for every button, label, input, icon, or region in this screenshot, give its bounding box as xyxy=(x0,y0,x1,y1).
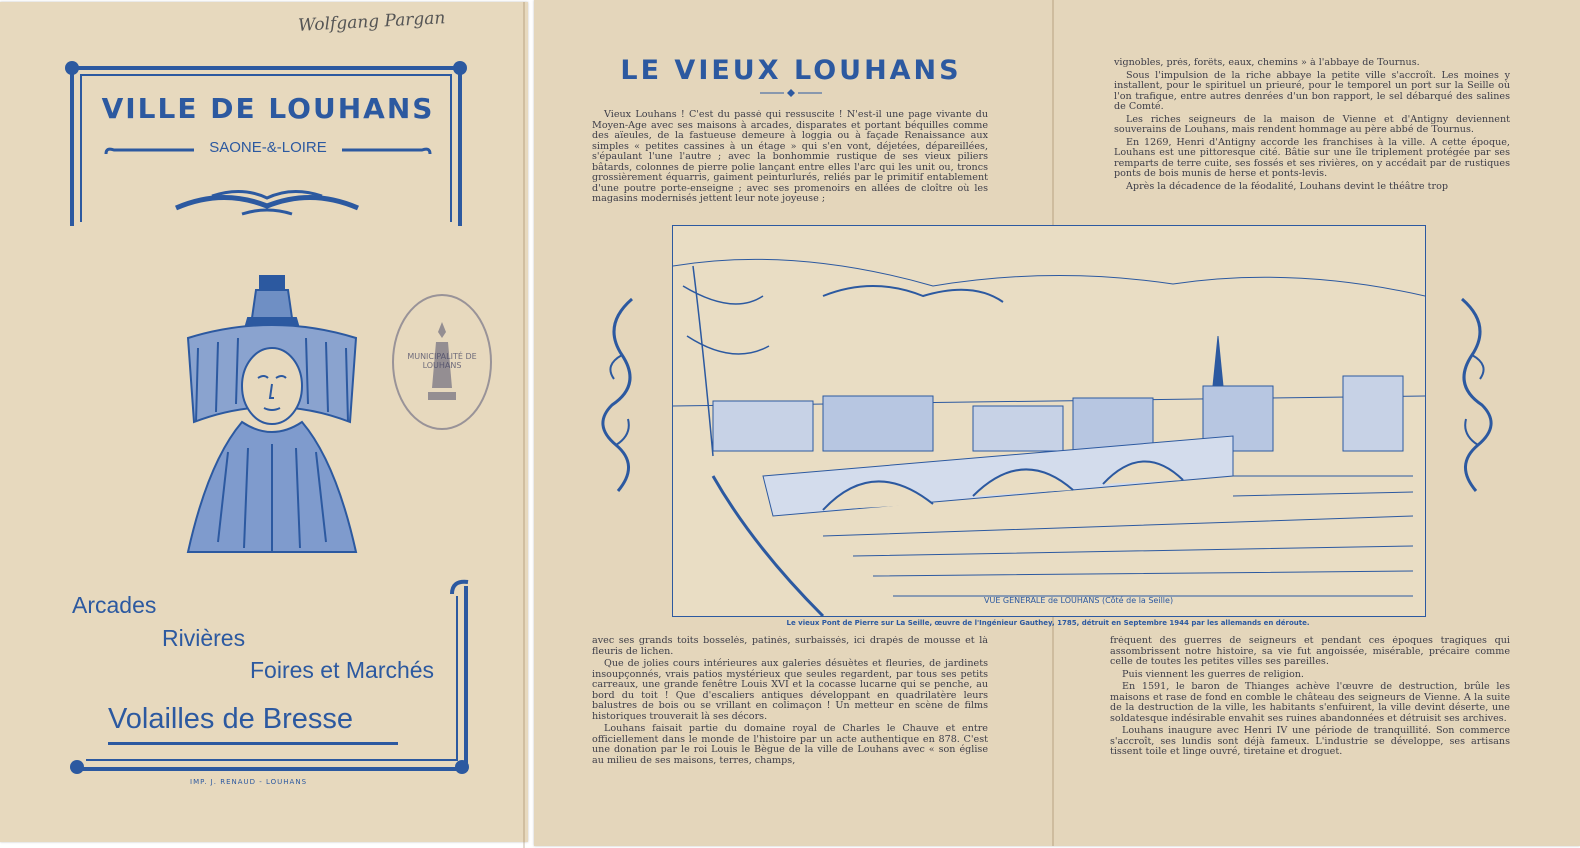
tagline-arcades: Arcades xyxy=(72,592,157,618)
paragraph: Sous l'impulsion de la riche abbaye la petite ville s'accroît. Les moines y installent, pour le spirituel un prieuré, pour le temporel un port sur la Seille où l'on trafique, entre autres denrées d'un bon rapport, le sel débarqué des salines de Comté. xyxy=(1114,69,1510,112)
municipal-stamp xyxy=(392,294,492,430)
paragraph: Que de jolies cours intérieures aux galeries désuètes et fleuries, de jardinets insoupçonnés, vrais patios mystérieux que seules regardent, par tous ses petits carreaux, une grande fenêtre Louis XVI et la cocasse lucarne qui se penche, au bord du toit ! Que d'escaliers antiques développant en quadrilatère leurs balustres de bois ou se vrillant en colimaçon ! Un metteur en scène de films historiques trouverait là ses décors. xyxy=(592,658,988,722)
right-scroll-ornament-icon xyxy=(1450,295,1502,495)
paragraph: avec ses grands toits bosselés, patinés, surbaissés, ici drapés de mousse et là fleuris de lichen. xyxy=(592,636,988,657)
title-divider-icon xyxy=(760,88,822,98)
right-flourish-icon xyxy=(340,146,432,156)
engraving-label: VUE GÉNÉRALE de LOUHANS (Côté de la Seille) xyxy=(984,596,1174,605)
stamp-text: MUNICIPALITÉ DE LOUHANS xyxy=(407,352,477,370)
tagline-foires: Foires et Marchés xyxy=(250,657,435,683)
ornament-waves-icon xyxy=(172,184,362,218)
cover-subtitle: SAONE-&-LOIRE xyxy=(209,139,327,156)
paragraph: vignobles, prés, forêts, eaux, chemins » à l'abbaye de Tournus. xyxy=(1114,58,1420,68)
paragraph: En 1591, le baron de Thianges achève l'œuvre de destruction, brûle les maisons et rase de fond en comble le château des seigneurs de Vienne. A la suite de la destruction de la ville, les habitants s'enfuirent, la ville devint déserte, une soldatesque indésirable envahit ses ruines abandonnées et détruisit ses archives. xyxy=(1110,681,1510,724)
paragraph: fréquent des guerres de seigneurs et pendant ces époques tragiques qui assombrissent notre histoire, sa vie fut angoissée, misérable, précaire comme celle de toutes les petites villes ses pareilles. xyxy=(1110,636,1510,667)
article-title: LE VIEUX LOUHANS xyxy=(620,55,962,86)
louhans-bridge-engraving xyxy=(672,225,1426,617)
article-column-right-bottom xyxy=(1110,636,1510,784)
paragraph: Louhans inaugure avec Henri IV une période de tranquillité. Son commerce s'accroît, ses lundis sont déjà fameux. L'industrie se développe, ses artisans tissent toile et linge ouvré, tiretaine et droguet. xyxy=(1110,725,1510,757)
paragraph: En 1269, Henri d'Antigny accorde les franchises à la ville. A cette époque, Louhans est une pittoresque cité. Bâtie sur une île triplement protégée par ses remparts de terre cuite, ses fossés et ses rivières, on y accédait par de rustiques ponts de bois munis de herse et ponts-levis. xyxy=(1114,136,1510,179)
article-column-left-top xyxy=(592,110,988,216)
paragraph: Les riches seigneurs de la maison de Vienne et d'Antigny deviennent souverains de Louhans, mais rendent hommage au père abbé de Tournus. xyxy=(1114,113,1510,135)
volailles-de-bresse-heading: Volailles de Bresse xyxy=(108,703,354,735)
volailles-underline xyxy=(108,742,398,745)
printer-credit: IMP. J. RENAUD - LOUHANS xyxy=(190,778,308,786)
handwritten-signature: Wolfgang Pargan xyxy=(297,8,446,36)
paragraph: Louhans faisait partie du domaine royal de Charles le Chauve et entre officiellement dans le monde de l'histoire par un acte authentique en 878. C'est une donation par le roi Louis le Bègue de la ville de Louhans avec « son église au milieu de ses maisons, terres, champs, xyxy=(592,723,988,766)
paragraph: Puis viennent les guerres de religion. xyxy=(1122,668,1304,680)
bressane-woman-illustration-icon xyxy=(168,272,376,562)
article-column-right-top xyxy=(1114,58,1510,218)
bridge-engraving-icon xyxy=(673,226,1425,616)
tagline-rivieres: Rivières xyxy=(162,625,246,651)
illustration-caption: Le vieux Pont de Pierre sur La Seille, œuvre de l'Ingénieur Gauthey, 1785, détruit en Septembre 1944 par les allemands en déroute. xyxy=(786,619,1310,627)
left-flourish-icon xyxy=(104,146,196,156)
paragraph: Après la décadence de la féodalité, Louhans devint le théâtre trop xyxy=(1126,180,1449,192)
paragraph: Vieux Louhans ! C'est du passé qui ressuscite ! N'est-il une page vivante du Moyen-Age avec ses maisons à arcades, disparates et portant béquilles comme des aïeules, de la fastueuse demeure à loggia ou à façade Renaissance aux simples « petites cassines à un étage » qui s'en vont, déjetées, dépareillées, s'épaulant l'une l'autre ; avec la bonhommie rustique de ses vieux piliers bâtards, colonnes de pierre polie lançant entre elles l'arc qui les unit ou, troncs grossièrement équarris, gaiment peinturlurés, reliés par le primitif entablement d'une poutre porte-enseigne ; avec ses promenoirs en allées de cloître où les magasins modernisés jettent leur note joyeuse ; xyxy=(592,110,988,204)
article-column-left-bottom xyxy=(592,636,988,778)
corner-flourish-icon xyxy=(450,578,470,596)
left-scroll-ornament-icon xyxy=(592,295,644,495)
fold-crease xyxy=(523,2,525,848)
cover-title: VILLE DE LOUHANS xyxy=(101,92,435,125)
